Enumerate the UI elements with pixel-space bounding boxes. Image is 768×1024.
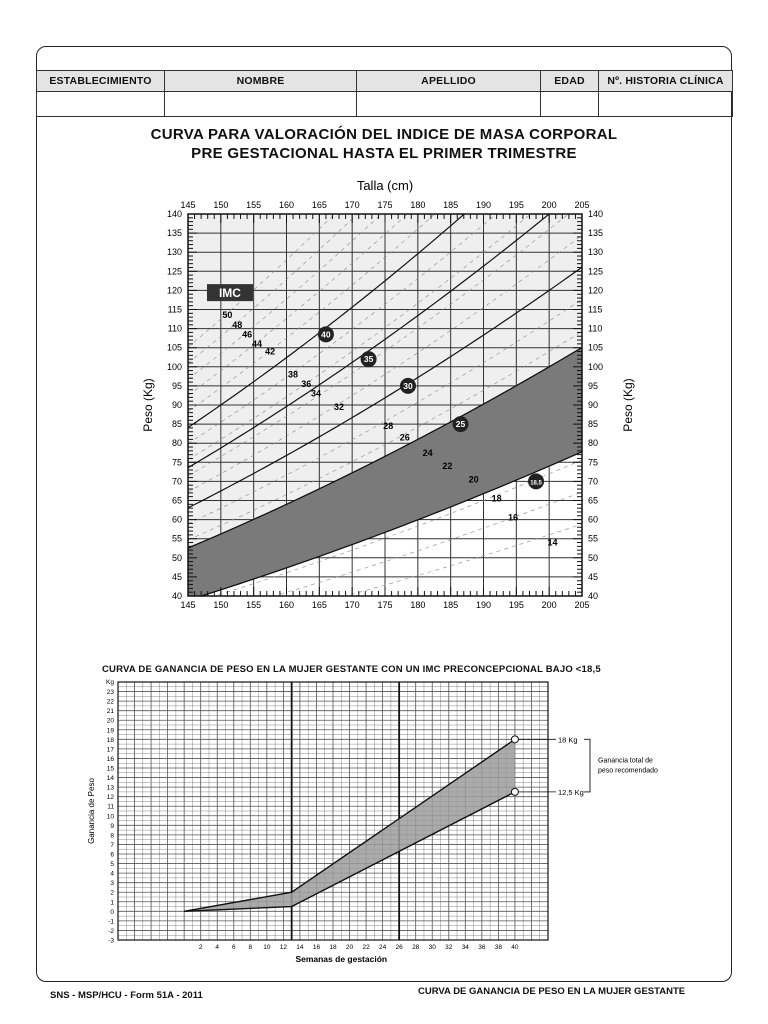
bmi-y-label-right: 140 [588,209,604,219]
gain-y-label: 8 [110,832,114,840]
bmi-number-label: 20 [468,474,479,485]
bmi-y-label-right: 65 [588,495,599,506]
bmi-y-label-right: 75 [588,457,599,468]
bmi-y-label-right: 95 [588,380,599,391]
bmi-y-label-right: 130 [588,247,604,258]
bmi-number-label: 48 [232,319,243,330]
gain-y-label: 18 [106,736,114,744]
gain-y-axis-title: Ganancia de Peso [87,778,96,844]
header-col-edad: EDAD [541,71,599,92]
bmi-y-label-left: 75 [171,457,182,468]
gain-x-label: 26 [395,944,403,951]
gain-y-label: 13 [106,784,114,792]
gain-y-label: 7 [110,841,114,849]
bmi-x-label-top: 160 [278,200,295,210]
gain-x-label: 30 [428,944,436,951]
bmi-circle-label: 35 [363,354,374,365]
bmi-x-label-top: 185 [443,200,459,210]
bmi-x-label-bottom: 165 [311,600,327,610]
bmi-x-label-top: 150 [213,200,229,210]
bmi-number-label: 26 [399,432,410,443]
bmi-circle-label: 40 [321,329,331,340]
page-title-line2: PRE GESTACIONAL HASTA EL PRIMER TRIMESTRE [191,145,577,162]
bmi-number-label: 44 [251,338,262,349]
bmi-y-label-left: 55 [171,533,182,544]
bmi-y-label-left: 110 [167,323,182,334]
bmi-y-label-right: 50 [588,552,599,563]
bmi-y-label-right: 40 [588,591,599,601]
gain-x-label: 22 [362,944,370,951]
bmi-y-label-right: 120 [588,285,604,296]
gain-x-label: 34 [461,944,469,951]
bmi-x-label-top: 195 [508,200,524,210]
gain-endpoint-label: 12,5 Kg [558,787,584,797]
bmi-y-label-left: 125 [166,266,182,277]
gain-y-label: 9 [110,822,114,830]
gain-y-unit: Kg [106,679,114,686]
bmi-number-label: 38 [288,369,299,380]
bmi-x-label-bottom: 155 [246,600,262,610]
gain-x-label: 32 [445,944,453,951]
bmi-x-label-bottom: 180 [410,600,426,610]
bmi-number-label: 34 [311,388,322,399]
gain-x-label: 14 [296,944,304,951]
footer-title: CURVA DE GANANCIA DE PESO EN LA MUJER GESTANTE [418,986,686,997]
gain-y-label: 21 [106,708,114,716]
gain-y-label: -1 [108,918,114,926]
gain-x-label: 24 [378,944,387,951]
patient-header-table [36,70,733,117]
bmi-y-axis-title-right: Peso (Kg) [621,378,635,432]
bmi-y-label-left: 45 [171,571,182,582]
bmi-y-label-left: 105 [166,342,182,353]
bmi-x-label-bottom: 175 [377,600,393,610]
bmi-y-label-left: 90 [171,400,182,410]
bmi-x-label-top: 200 [541,200,557,210]
bmi-y-label-right: 105 [588,342,604,353]
bmi-y-label-left: 130 [166,247,182,258]
gain-y-label: 11 [107,803,114,811]
form-code: SNS - MSP/HCU - Form 51A - 2011 [50,990,203,1001]
bmi-x-label-bottom: 190 [475,600,492,610]
bmi-x-label-top: 190 [475,200,492,210]
bmi-x-label-bottom: 160 [278,600,295,610]
header-col-apellido: APELLIDO [357,71,541,92]
field-apellido[interactable] [357,92,541,117]
gain-y-label: 19 [106,727,114,735]
gain-x-label: 28 [412,944,420,951]
bmi-x-label-top: 175 [377,200,393,210]
gain-x-label: 16 [312,944,321,951]
bmi-y-label-left: 80 [171,438,182,449]
bmi-x-label-top: 145 [180,200,196,210]
gain-x-label: 40 [511,944,519,951]
gain-y-label: -2 [108,927,114,935]
gain-y-label: 20 [106,717,114,725]
gain-x-axis-title: Semanas de gestación [295,954,388,964]
bmi-y-label-left: 65 [171,495,182,506]
gain-x-label: 8 [248,944,253,951]
gain-x-label: 36 [478,944,486,951]
gain-annotation-line1: Ganancia total de [598,757,653,765]
bmi-y-label-left: 50 [171,552,182,563]
bmi-number-label: 50 [222,310,233,321]
bmi-number-label: 28 [383,421,394,432]
gain-y-label: -3 [108,937,114,945]
gain-endpoint-marker [511,736,518,743]
gain-y-label: 2 [110,889,114,897]
gain-y-label: 22 [106,698,114,706]
bmi-number-label: 36 [301,378,312,389]
field-nombre[interactable] [165,92,357,117]
bmi-plot-area [188,166,582,626]
gain-y-label: 1 [110,899,114,907]
bmi-number-label: 18 [491,493,502,504]
gain-y-label: 23 [106,689,114,697]
bmi-y-label-right: 110 [588,323,603,334]
bmi-y-label-left: 100 [166,361,182,372]
gain-x-label: 18 [329,944,337,951]
bmi-x-label-bottom: 185 [443,600,459,610]
bmi-x-label-top: 205 [574,200,590,210]
bmi-number-label: 32 [334,401,345,412]
bmi-x-axis-title: Talla (cm) [356,178,414,193]
bmi-y-label-right: 45 [588,571,599,582]
bmi-x-label-bottom: 200 [541,600,557,610]
bmi-y-label-left: 40 [171,591,182,601]
bmi-y-axis-title-left: Peso (Kg) [141,378,155,432]
field-historia[interactable] [599,92,733,117]
bmi-x-label-top: 155 [246,200,262,210]
bmi-x-label-top: 165 [311,200,327,210]
bmi-y-label-right: 55 [588,533,599,544]
bmi-number-label: 22 [442,461,453,472]
header-col-nombre: NOMBRE [165,71,357,92]
bmi-circle-label: 18,5 [530,480,542,487]
bmi-y-label-left: 95 [171,380,182,391]
gain-endpoint-marker [511,788,518,795]
bmi-circle-label: 25 [455,419,466,430]
gain-y-label: 10 [106,813,114,821]
gain-y-label: 15 [106,765,114,773]
gain-y-label: 5 [110,861,114,869]
bmi-x-label-bottom: 145 [180,600,196,610]
bmi-y-label-right: 80 [588,438,599,449]
bmi-y-label-left: 70 [171,476,182,487]
gain-x-label: 12 [279,944,288,951]
gain-y-label: 17 [106,746,114,754]
bmi-number-label: 46 [242,329,253,340]
gain-x-label: 38 [494,944,503,951]
bmi-y-label-left: 60 [171,514,182,525]
gain-y-label: 14 [106,775,114,783]
gain-x-label: 20 [345,944,354,951]
gain-chart-title: CURVA DE GANANCIA DE PESO EN LA MUJER GESTANTE CON UN IMC PRECONCEPCIONAL BAJO <18,5 [102,664,601,675]
field-establecimiento[interactable] [37,92,165,117]
gain-x-label: 6 [231,944,236,951]
bmi-y-label-right: 90 [588,400,599,410]
gain-x-label: 2 [198,944,203,951]
bmi-y-label-right: 70 [588,476,599,487]
gain-x-label: 10 [263,944,271,951]
bmi-number-label: 16 [508,512,519,523]
bmi-y-label-right: 135 [588,228,604,239]
page-title-line1: CURVA PARA VALORACIÓN DEL INDICE DE MASA CORPORAL [150,126,618,143]
field-edad[interactable] [541,92,599,117]
bmi-x-label-top: 170 [344,200,360,210]
gain-bracket [584,739,590,792]
bmi-number-label: 14 [547,537,558,548]
bmi-number-label: 24 [422,447,433,458]
bmi-y-label-left: 140 [166,209,182,219]
gain-annotation-line2: peso recomendado [598,767,658,775]
gain-x-label: 4 [215,944,220,951]
bmi-x-label-bottom: 170 [344,600,360,610]
gain-y-label: 0 [110,908,114,916]
bmi-y-label-right: 60 [588,514,599,525]
bmi-legend-label: IMC [218,286,241,301]
bmi-number-label: 42 [265,346,276,357]
bmi-x-label-top: 180 [410,200,426,210]
bmi-y-label-right: 115 [588,304,603,315]
bmi-x-label-bottom: 150 [213,600,229,610]
bmi-y-label-left: 120 [166,285,182,296]
header-col-establecimiento: ESTABLECIMIENTO [37,71,165,92]
bmi-y-label-right: 85 [588,419,599,430]
gain-y-label: 4 [110,870,114,878]
bmi-x-label-bottom: 205 [574,600,590,610]
gain-y-label: 16 [106,755,114,763]
bmi-y-label-left: 85 [171,419,182,430]
bmi-y-label-right: 100 [588,361,604,372]
gain-endpoint-label: 18 Kg [558,735,578,745]
bmi-y-label-left: 115 [167,304,182,315]
bmi-y-label-right: 125 [588,266,604,277]
gain-y-label: 12 [106,794,114,802]
bmi-y-label-left: 135 [166,228,182,239]
gain-y-label: 3 [110,880,114,888]
bmi-chart [0,166,768,626]
gain-chart [0,676,768,976]
bmi-circle-label: 30 [403,380,413,391]
header-col-historia: Nº. HISTORIA CLÍNICA [599,71,733,92]
bmi-x-label-bottom: 195 [508,600,524,610]
gain-y-label: 6 [110,851,114,859]
